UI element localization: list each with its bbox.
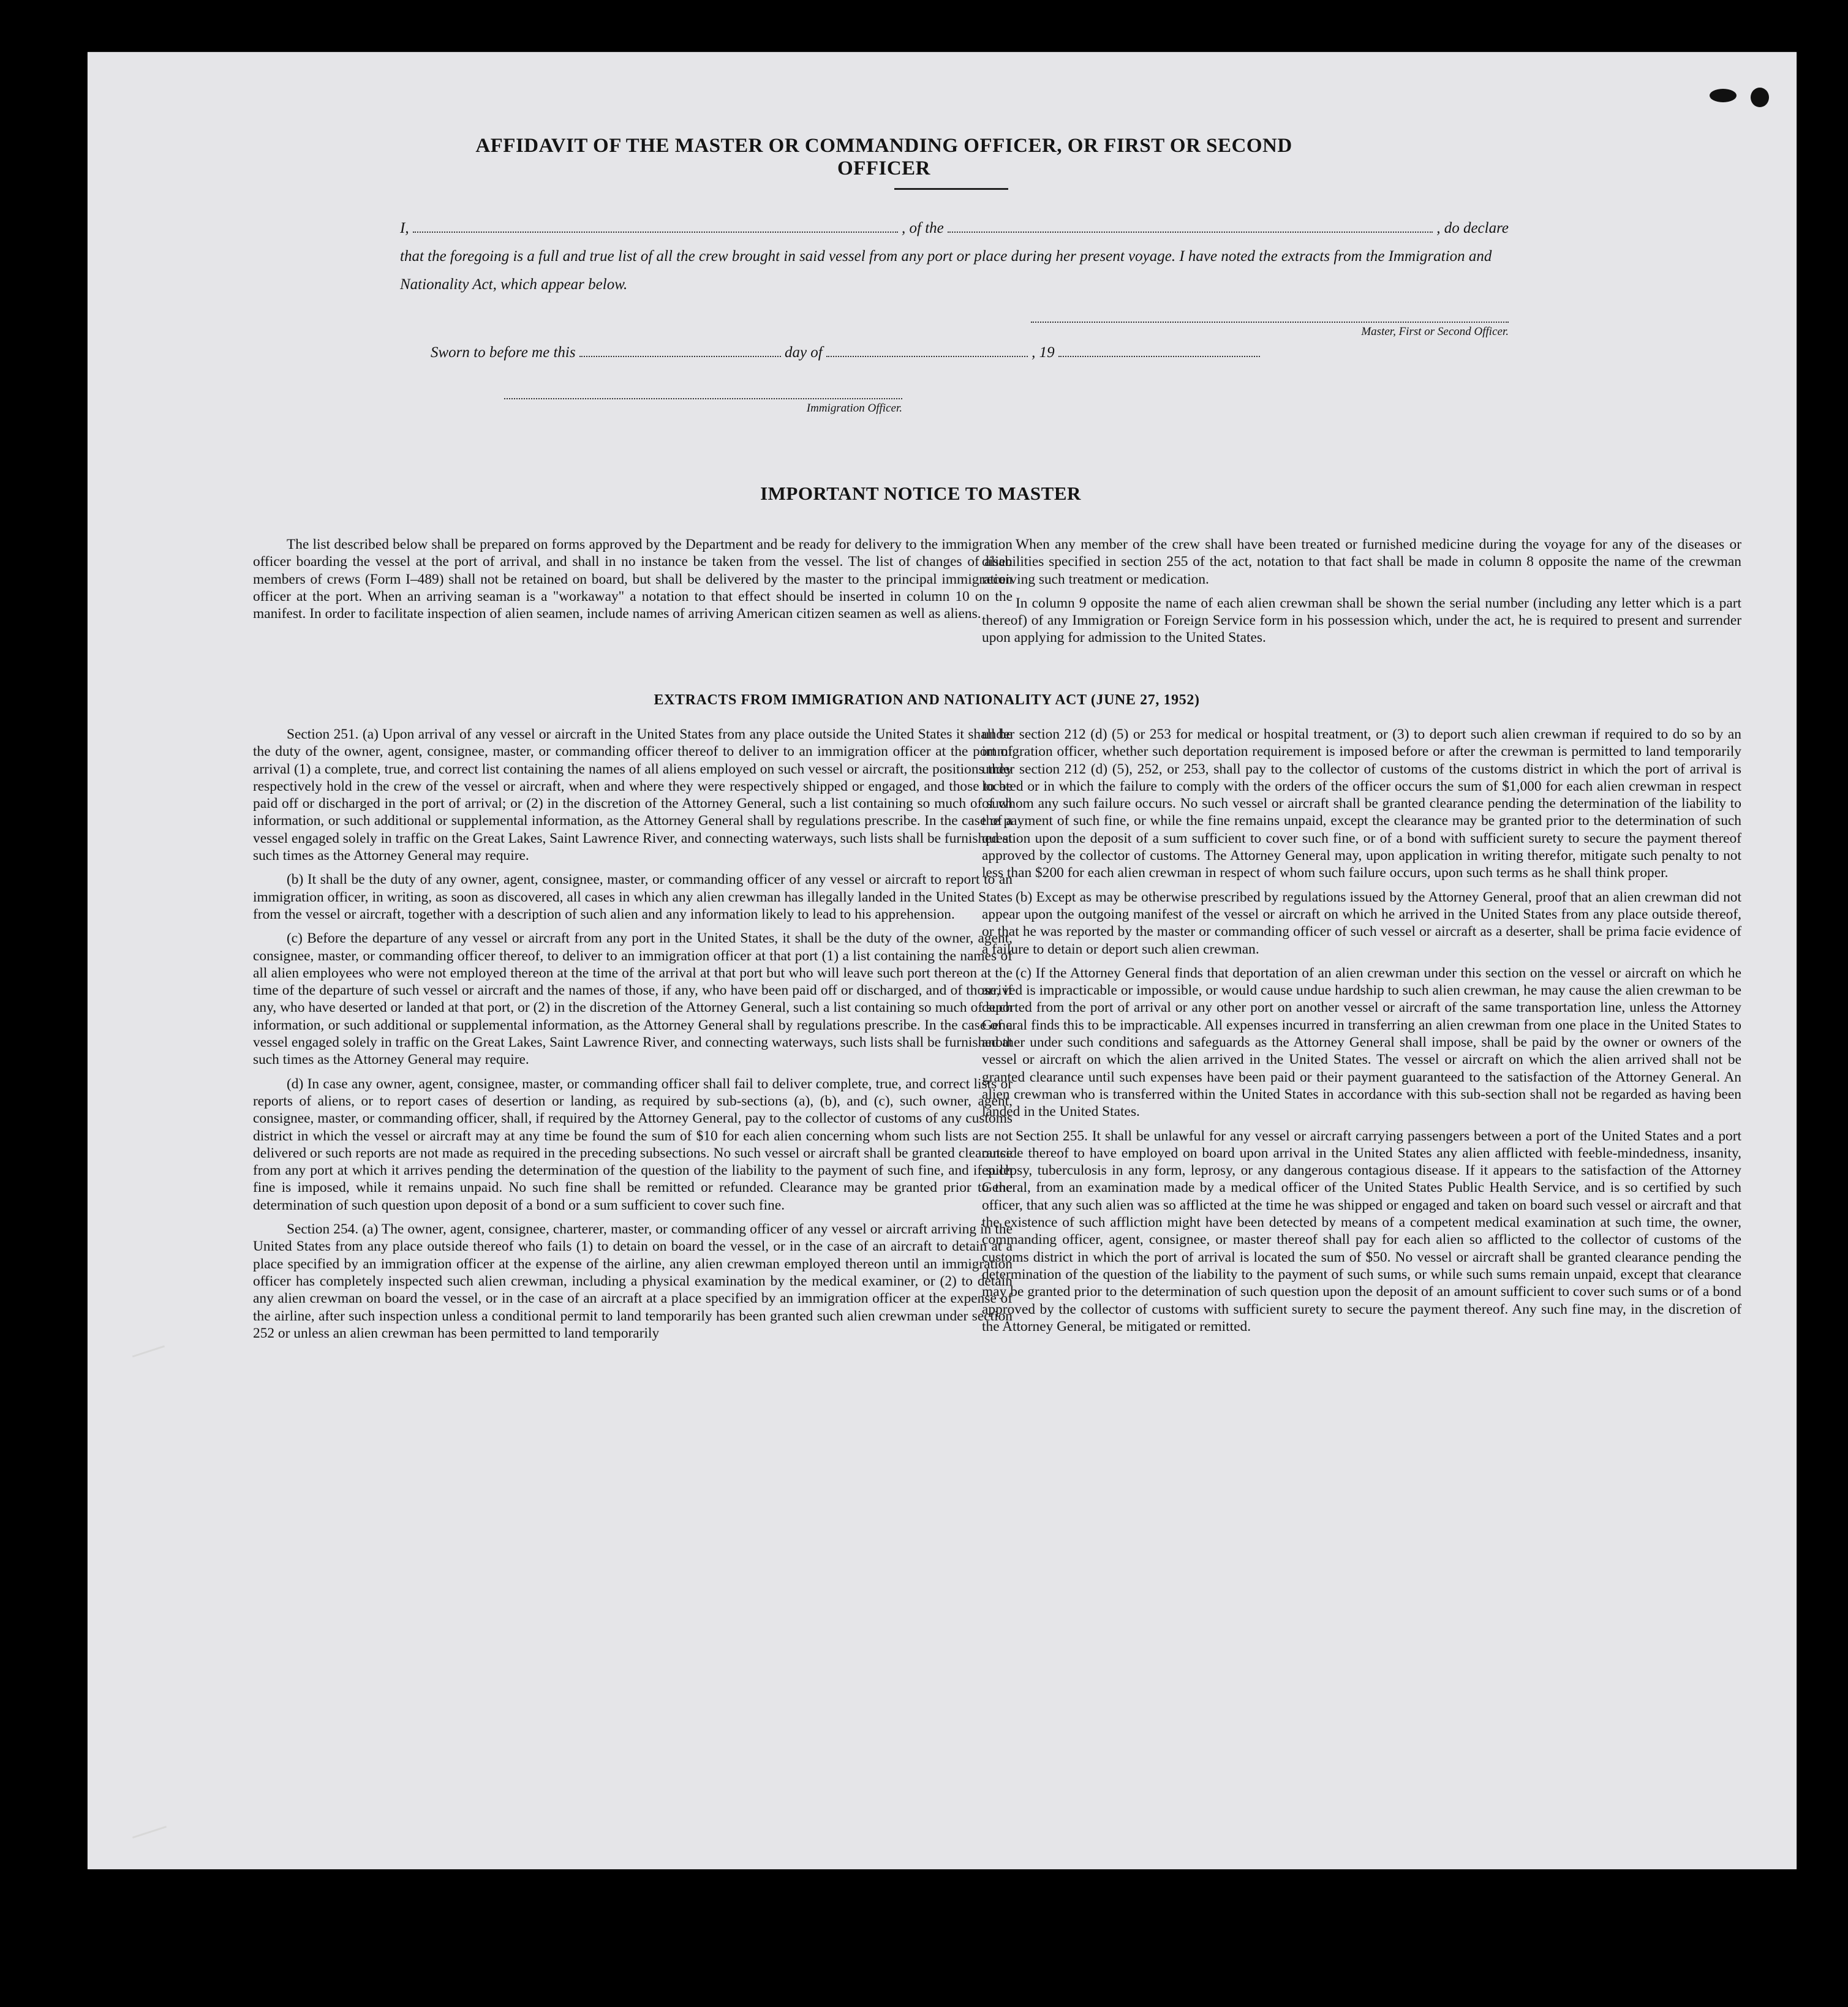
sworn-label: Sworn to before me this — [431, 344, 576, 361]
notice-right-column — [982, 536, 1741, 653]
declaration-first-line — [400, 214, 1509, 243]
extracts-title: EXTRACTS FROM IMMIGRATION AND NATIONALITY ACT (JUNE 27, 1952) — [654, 692, 1200, 708]
ink-blot — [1710, 89, 1737, 102]
title-divider — [894, 188, 1008, 190]
name-blank[interactable] — [413, 232, 898, 233]
extracts-right-column — [982, 726, 1741, 1342]
declaration-text: that the foregoing is a full and true list of all the crew brought in said vessel from any port or place during her present voyage. I have noted the extracts from the Immigration and Nationality Act, which appear below. — [400, 248, 1492, 293]
year-prefix: , 19 — [1031, 344, 1055, 361]
notice-right-paragraph: When any member of the crew shall have been treated or furnished medicine during the voyage for any of the diseases or disabilities specified in section 255 of the act, notation to that fact shall be made in column 8 opposite the name of the crewman receiving such treatment or medication. — [982, 537, 1741, 587]
master-signature-line[interactable] — [1031, 322, 1509, 339]
immigration-officer-signature-line[interactable] — [504, 398, 902, 415]
section-paragraph: Section 254. (a) The owner, agent, consignee, charterer, master, or commanding officer of any vessel or aircraft arriving in the United States from any place outside thereof who fails (1) to detain on board the vessel, or in the case of an aircraft to detain at a place specified by an immigration officer at the expense of the airline, any alien crewman employed thereon until an immigration officer has completely inspected such alien crewman, including a physical examination by the medical examiner, or (2) to detain any alien crewman on board the vessel, or in the case of an aircraft at a place specified by an immigration officer at the expense of the airline, after such inspection unless a conditional permit to land temporarily has been granted such alien crewman under section 252 or unless an alien crewman has been permitted to land temporarily — [253, 1221, 1013, 1341]
section-paragraph: (b) It shall be the duty of any owner, agent, consignee, master, or commanding officer of any vessel or aircraft to report to an immigration officer, in writing, as soon as discovered, all cases in which any alien crewman has illegally landed in the United States from the vessel or aircraft, together with a description of such alien and any information likely to lead to his apprehension. — [253, 872, 1013, 922]
affidavit-title: AFFIDAVIT OF THE MASTER OR COMMANDING OFFICER, OR FIRST OR SECOND OFFICER — [475, 135, 1292, 179]
day-of-label: day of — [784, 344, 823, 361]
sworn-day-blank[interactable] — [579, 356, 781, 357]
sworn-month-blank[interactable] — [826, 356, 1028, 357]
notice-left-paragraph: The list described below shall be prepared on forms approved by the Department and be ready for delivery to the immigration officer boarding the vessel at the port of arrival, and shall in no instance be taken from the vessel. The list of changes of alien members of crews (Form I–489) shall not be retained on board, but shall be delivered by the master to the principal immigration officer at the port. When an arriving seaman is a "workaway" a notation to that effect should be inserted in column 10 on the manifest. In order to facilitate inspection of alien seamen, include names of arriving American citizen seamen as well as aliens. — [253, 537, 1013, 622]
sworn-line — [431, 344, 1264, 362]
master-signature-label: Master, First or Second Officer. — [1361, 325, 1509, 338]
section-paragraph: (b) Except as may be otherwise prescribed by regulations issued by the Attorney General, proof that an alien crewman did not appear upon the outgoing manifest of the vessel or aircraft on which he arrived in the United States from any place outside thereof, or that he was reported by the master or commanding officer of such vessel or aircraft as a deserter, shall be prima facie evidence of a failure to detain or deport such alien crewman. — [982, 889, 1741, 957]
section-paragraph: (c) If the Attorney General finds that deportation of an alien crewman under this section on the vessel or aircraft on which he arrived is impracticable or impossible, or would cause undue hardship to such alien crewman, he may cause the alien crewman to be deported from the port of arrival or any other port on another vessel or aircraft of the same transportation line, unless the Attorney General finds this to be impracticable. All expenses incurred in transferring an alien crewman from one place in the United States to another under such conditions and safeguards as the Attorney General shall impose, shall be paid by the owner or owners of the vessel or aircraft on which the alien arrived in the United States. The vessel or aircraft on which the alien arrived shall not be granted clearance until such expenses have been paid or their payment guaranteed to the satisfaction of the Attorney General. An alien crewman who is transferred within the United States in accordance with this sub-section shall not be regarded as having been landed in the United States. — [982, 965, 1741, 1120]
ink-blot — [1751, 88, 1769, 107]
section-paragraph: (d) In case any owner, agent, consignee, master, or commanding officer shall fail to deliver complete, true, and correct lists or reports of aliens, or to report cases of desertion or landing, as required by sub-sections (a), (b), and (c), such owner, agent, consignee, master, or commanding officer, shall, if required by the Attorney General, pay to the collector of customs of any customs district in which the vessel or aircraft may at any time be found the sum of $10 for each alien concerning whom such lists are not delivered or such reports are not made as required in the preceding subsections. No such vessel or aircraft shall be granted clearance from any port at which it arrives pending the determination of the question of the liability to the payment of such fine, and if such fine is imposed, while it remains unpaid. No such fine shall be remitted or refunded. Clearance may be granted prior to the determination of such question upon deposit of a bond or a sum sufficient to cover such fine. — [253, 1075, 1013, 1213]
i-label: I, — [400, 220, 409, 236]
section-paragraph: (c) Before the departure of any vessel or aircraft from any port in the United States, it shall be the duty of the owner, agent, consignee, master, or commanding officer thereof, to deliver to an immigration officer at that port (1) a list containing the names of all alien employees who were not employed thereon at the time of the arrival at that port but who will leave such port thereon at the time of the departure of such vessel or aircraft and the names of those, if any, who have been paid off or discharged, and of those, if any, who have deserted or landed at that port, or (2) in the discretion of the Attorney General, such a list containing so much of such information, or such additional or supplemental information, as the Attorney General shall by regulations prescribe. In the case of a vessel engaged solely in traffic on the Great Lakes, Saint Lawrence River, and connecting waterways, such lists shall be furnished at such times as the Attorney General may require. — [253, 930, 1013, 1068]
section-paragraph: Section 255. It shall be unlawful for any vessel or aircraft carrying passengers between a port of the United States and a port outside thereof to have employed on board upon arrival in the United States any alien afflicted with feeble-mindedness, insanity, epilepsy, tuberculosis in any form, leprosy, or any dangerous contagious disease. If it appears to the satisfaction of the Attorney General, from an examination made by a medical officer of the United States Public Health Service, and is so certified by such officer, that any such alien was so afflicted at the time he was shipped or engaged and taken on board such vessel or aircraft and that the existence of such affliction might have been detected by means of a competent medical examination at such time, the owner, commanding officer, agent, consignee, or master thereof shall pay for each alien so afflicted to the collector of customs of the customs district in which the port of arrival is located the sum of $50. No vessel or aircraft shall be granted clearance pending the determination of the question of the liability to the payment of such sums, or while such sums remain unpaid, except that clearance may be granted prior to the determination of such question upon the deposit of an amount sufficient to cover such sums or of a bond approved by the collector of customs with sufficient surety to secure the payment thereof. Any such fine may, in the discretion of the Attorney General, be mitigated or remitted. — [982, 1128, 1741, 1335]
notice-left-column — [253, 536, 1013, 629]
do-declare-label: , do declare — [1436, 220, 1509, 236]
section-paragraph: Section 251. (a) Upon arrival of any vessel or aircraft in the United States from any place outside the United States it shall be the duty of the owner, agent, consignee, master, or commanding officer thereof to deliver to an immigration officer at the port of arrival (1) a complete, true, and correct list containing the names of all aliens employed on such vessel or aircraft, the positions they respectively hold in the crew of the vessel or aircraft, when and where they were respectively shipped or engaged, and those to be paid off or discharged in the port of arrival; or (2) in the discretion of the Attorney General, such a list containing so much of such information, or such additional or supplemental information, as the Attorney General shall by regulations prescribe. In the case of a vessel engaged solely in traffic on the Great Lakes, Saint Lawrence River, and connecting waterways, such lists shall be furnished at such times as the Attorney General may require. — [253, 726, 1013, 864]
section-paragraph: under section 212 (d) (5) or 253 for medical or hospital treatment, or (3) to deport such alien crewman if required to do so by an immigration officer, whether such deportation requirement is imposed before or after the crewman is permitted to land temporarily under section 212 (d) (5), 252, or 253, shall pay to the collector of customs of the customs district in which the port of arrival is located or in which the failure to comply with the orders of the officer occurs the sum of $1,000 for each alien crewman in respect of whom any such failure occurs. No such vessel or aircraft shall be granted clearance pending the determination of the liability to the payment of such fine, or while the fine remains unpaid, except the clearance may be granted prior to the determination of such question upon the deposit of a sum sufficient to cover such fine, or of a bond with sufficient surety to secure the payment thereof approved by the collector of customs. The Attorney General may, upon application in writing therefor, mitigate such penalty to not less than $200 for each alien crewman in respect of whom such failure occurs, upon such terms as he shall think proper. — [982, 726, 1741, 881]
notice-right-paragraph: In column 9 opposite the name of each alien crewman shall be shown the serial number (including any letter which is a part thereof) of any Immigration or Foreign Service form in his possession which, under the act, he is required to present and surrender upon applying for admission to the United States. — [982, 595, 1741, 646]
of-the-label: , of the — [902, 220, 944, 236]
extracts-left-column — [253, 726, 1013, 1349]
immigration-officer-label: Immigration Officer. — [806, 402, 902, 415]
notice-title: IMPORTANT NOTICE TO MASTER — [760, 483, 1081, 504]
document-page — [88, 52, 1797, 1869]
declaration-block — [400, 214, 1509, 299]
sworn-year-blank[interactable] — [1058, 356, 1260, 357]
vessel-blank[interactable] — [948, 232, 1433, 233]
